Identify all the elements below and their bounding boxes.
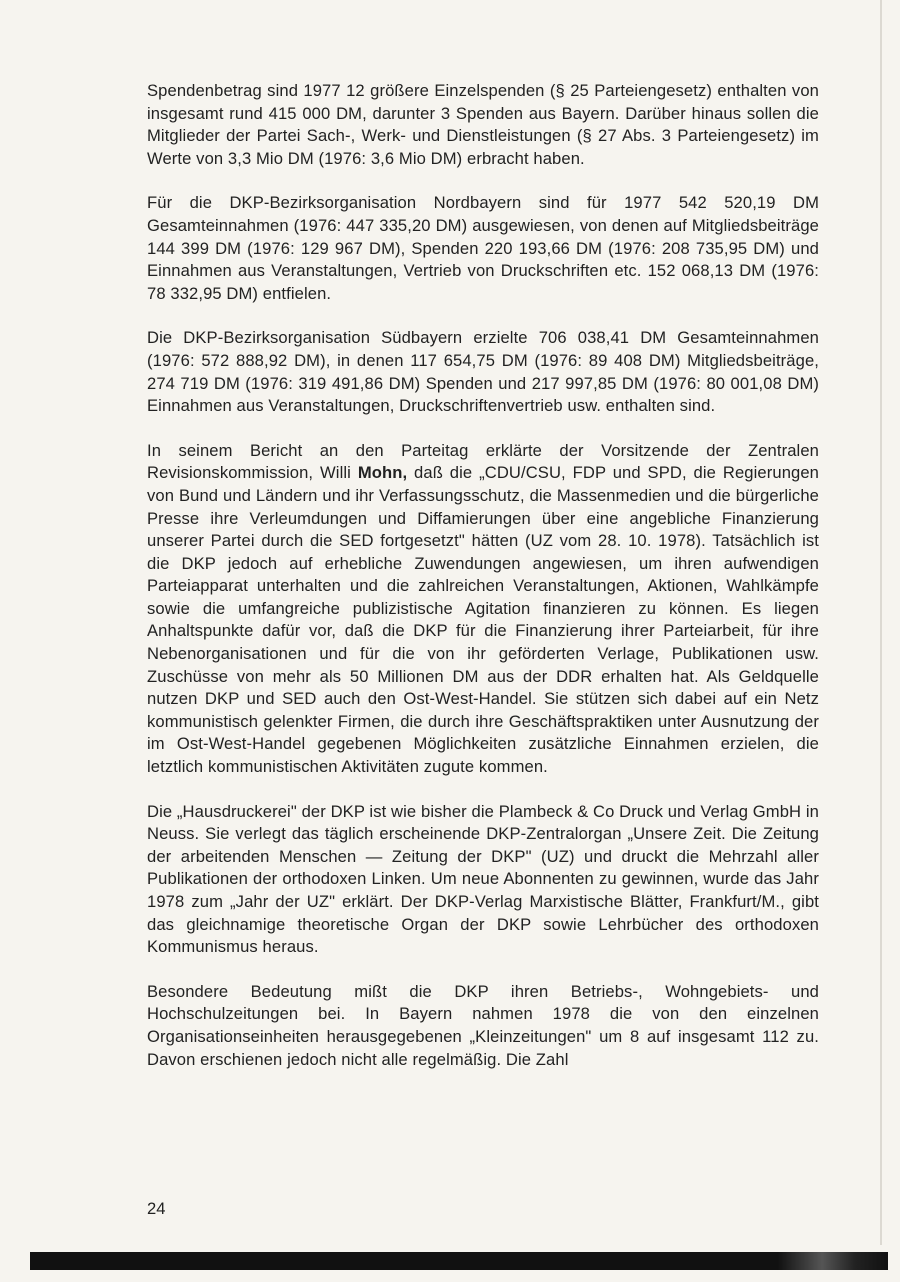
scan-bottom-bar [30, 1252, 888, 1270]
paragraph-donations: Spendenbetrag sind 1977 12 größere Einzelspenden (§ 25 Parteiengesetz) enthalten von insgesamt rund 415 000 DM, darunter 3 Spenden aus Bayern. Darüber hinaus sollen die Mitglieder der Partei Sach-, Werk- und Dienstleistungen (§ 27 Abs. 3 Parteiengesetz) im Werte von 3,3 Mio DM (1976: 3,6 Mio DM) erbracht haben. [147, 81, 819, 168]
paragraph-text-end: daß die „CDU/CSU, FDP und SPD, die Regierungen von Bund und Ländern und ihr Verfassungsschutz, die Massenmedien und die bürgerliche Presse ihre Verleumdungen und Diffamierungen über eine angebliche Finanzierung unserer Partei durch die SED fortgesetzt" hätten (UZ vom 28. 10. 1978). Tatsächlich ist die DKP jedoch auf erhebliche Zuwendungen angewiesen, um ihren aufwendigen Parteiapparat unterhalten und die zahlreichen Veranstaltungen, Aktionen, Wahlkämpfe sowie die umfangreiche publizistische Agitation finanzieren zu können. Es liegen Anhaltspunkte dafür vor, daß die DKP für die Finanzierung ihrer Parteiarbeit, für ihre Nebenorganisationen und für die von ihr geförderten Verlage, Publikationen usw. Zuschüsse von mehr als 50 Millionen DM aus der DDR erhalten hat. Als Geldquelle nutzen DKP und SED auch den Ost-West-Handel. Sie stützen sich dabei auf ein Netz kommunistisch gelenkter Firmen, die durch ihre Geschäftspraktiken unter Ausnutzung der im Ost-West-Handel gegebenen Möglichkeiten zusätzliche Einnahmen erzielen, die letztlich kommunistischen Aktivitäten zugute kommen. [147, 463, 820, 777]
paragraph-party-report [147, 440, 819, 779]
paragraph-nordbayern: Für die DKP-Bezirksorganisation Nordbayern sind für 1977 542 520,19 DM Gesamteinnahmen (1976: 447 335,20 DM) ausgewiesen, von denen auf Mitgliedsbeiträge 144 399 DM (1976: 129 967 DM), Spenden 220 193,66 DM (1976: 208 735,95 DM) und Einnahmen aus Veranstaltungen, Vertrieb von Druckschriften etc. 152 068,13 DM (1976: 78 332,95 DM) entfielen. [147, 193, 819, 303]
paragraph-printing-house: Die „Hausdruckerei" der DKP ist wie bisher die Plambeck & Co Druck und Verlag GmbH in Neuss. Sie verlegt das täglich erscheinende DKP-Zentralorgan „Unsere Zeit. Die Zeitung der arbeitenden Menschen — Zeitung der DKP" (UZ) und druckt die Mehrzahl aller Publikationen der orthodoxen Linken. Um neue Abonnenten zu gewinnen, wurde das Jahr 1978 zum „Jahr der UZ" erklärt. Der DKP-Verlag Marxistische Blätter, Frankfurt/M., gibt das gleichnamige theoretische Organ der DKP sowie Lehrbücher des orthodoxen Kommunismus heraus. [147, 801, 819, 957]
person-name-mohn: Mohn, [357, 463, 408, 483]
page-edge [880, 0, 882, 1245]
paragraph-suedbayern: Die DKP-Bezirksorganisation Südbayern erzielte 706 038,41 DM Gesamteinnahmen (1976: 572 888,92 DM), in denen 117 654,75 DM (1976: 89 408 DM) Mitgliedsbeiträge, 274 719 DM (1976: 319 491,86 DM) Spenden und 217 997,85 DM (1976: 80 001,08 DM) Einnahmen aus Veranstaltungen, Druckschriftenvertrieb usw. enthalten sind. [147, 328, 819, 416]
page-number: 24 [147, 1199, 166, 1218]
paragraph-text-start: In seinem Bericht an den Parteitag erklärte der Vorsitzende der Zentralen Revisionskommission, Willi [147, 440, 819, 483]
paragraph-newspapers: Besondere Bedeutung mißt die DKP ihren Betriebs-, Wohngebiets- und Hochschulzeitungen bei. In Bayern nahmen 1978 die von den einzelnen Organisationseinheiten herausgegebenen „Kleinzeitungen" um 8 auf insgesamt 112 zu. Davon erschienen jedoch nicht alle regelmäßig. Die Zahl [147, 981, 819, 1069]
document-body [147, 80, 819, 1093]
